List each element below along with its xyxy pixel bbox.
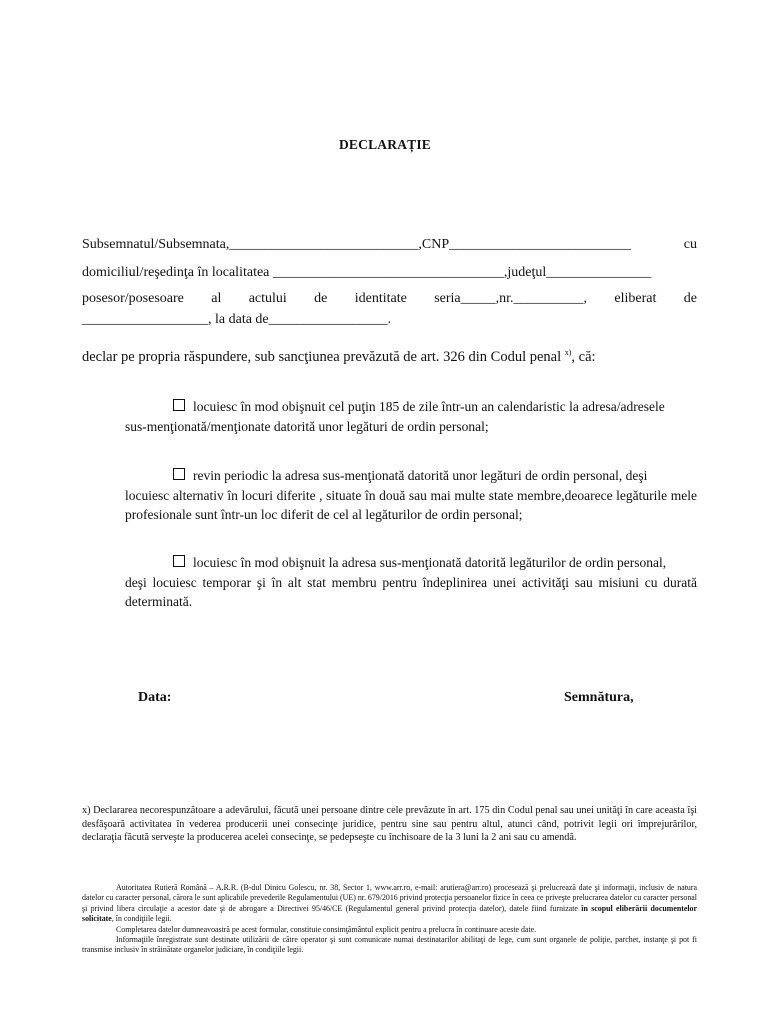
declaration-text: declar pe propria răspundere, sub sancţiunea prevăzută de art. 326 din Codul penal [82,348,562,365]
legal-paragraph-1 [82,883,697,925]
option-1-text: locuiesc în mod obişnuit cel puţin 185 de zile într-un an calendaristic la adresa/adresele [193,399,665,414]
series-number-field[interactable]: seria_____,nr.__________, [434,291,588,306]
address-line[interactable]: domiciliul/reşedinţa în localitatea _________________________________,judeţul_______________ [82,265,652,280]
option-3 [125,553,697,612]
option-2-checkbox[interactable] [173,468,185,480]
declaration-statement [82,348,596,366]
legal-p1-tail: , în condiţiile legii. [111,914,172,924]
date-label: Data: [138,690,172,705]
signature-label: Semnătura, [564,690,634,705]
option-1-continuation: sus-menţionată/menţionate datorită unor legături de ordin personal; [125,418,489,434]
word-actului: actului [248,291,287,306]
word-de: de [314,291,328,306]
name-cnp-line [82,236,697,254]
legal-paragraph-2: Completarea datelor dumneavoastră pe acest formular, constituie consimţământul explicit pentru a prelucra în continuare aceste date. [116,924,537,934]
option-2-text: revin periodic la adresa sus-menţionată datorită unor legături de ordin personal, deşi [193,468,648,483]
document-title: DECLARAȚIE [338,137,432,152]
option-1 [125,397,697,436]
name-cnp-field[interactable]: Subsemnatul/Subsemnata,___________________________,CNP__________________________ [82,237,632,252]
id-document-line [82,290,697,308]
option-1-checkbox[interactable] [173,399,185,411]
declaration-tail: , că: [571,348,596,365]
data-protection-notice [82,883,697,956]
legal-paragraph-3: Informaţiile înregistrate sunt destinate utilizării de către operator şi sunt comunicate numai destinatarilor abilitaţi de lege, cum sunt organele de poliţie, parchet, instanţe şi pot fi transmise inclusiv în străinătate organelor judiciare, în condiţiile legii. [82,935,697,955]
legal-p1-bold: în scopul eliberării documentelor solicitate [82,903,697,924]
legal-p1-text: Autoritatea Rutieră Română – A.R.R. (B-dul Dinicu Golescu, nr. 38, Sector 1, www.arr.ro, e-mail: arutiera@arr.ro) procesează şi prelucrează date şi informaţii, inclusiv de natura datelor cu caracter personal, cărora le sunt aplicabile prevederile Regulamentului (UE) nr. 679/2016 privind protecţia persoanelor fizice în ceea ce priveşte prelucrarea datelor cu caracter personal şi privind libera circulaţie a acestor date şi de abrogare a Directivei 95/46/CE (Regulamentul general privind protecţia datelor), datele fiind furnizate [82,883,697,913]
word-cu: cu [683,237,697,252]
word-de-2: de [683,291,697,306]
word-al: al [211,291,222,306]
option-3-first-line [125,553,697,573]
option-1-first-line [125,397,697,417]
option-2-first-line [125,466,697,486]
word-eliberat: eliberat [614,291,657,306]
issuer-date-line[interactable]: __________________, la data de_________________. [82,312,392,327]
footnote-marker: x) [564,348,572,357]
option-3-continuation: deşi locuiesc temporar şi în alt stat membru pentru îndeplinirea unei activităţi sau misiuni cu durată determinată. [125,574,697,609]
footnote: x) Declararea necorespunzătoare a adevărului, făcută unei persoane dintre cele prevăzute în art. 175 din Codul penal sau unei unităţi în care aceasta îşi desfăşoară activitatea în vederea producerii unei consecinţe juridice, pentru sine sau pentru altul, atunci când, potrivit legii ori împrejurărilor, declaraţia făcută serveşte la producerea acelei consecinţe, se pedepseşte cu închisoare de la 3 luni la 2 ani sau cu amendă. [82,805,697,844]
option-3-text: locuiesc în mod obişnuit la adresa sus-menţionată datorită legăturilor de ordin personal, [193,555,667,570]
word-posesor: posesor/posesoare [82,291,184,306]
option-2 [125,466,697,525]
word-identitate: identitate [354,291,407,306]
option-3-checkbox[interactable] [173,555,185,567]
option-2-continuation: locuiesc alternativ în locuri diferite , situate în două sau mai multe state membre,deoarece legăturile mele profesionale sunt într-un loc diferit de cel al legăturilor de ordin personal; [125,487,697,522]
